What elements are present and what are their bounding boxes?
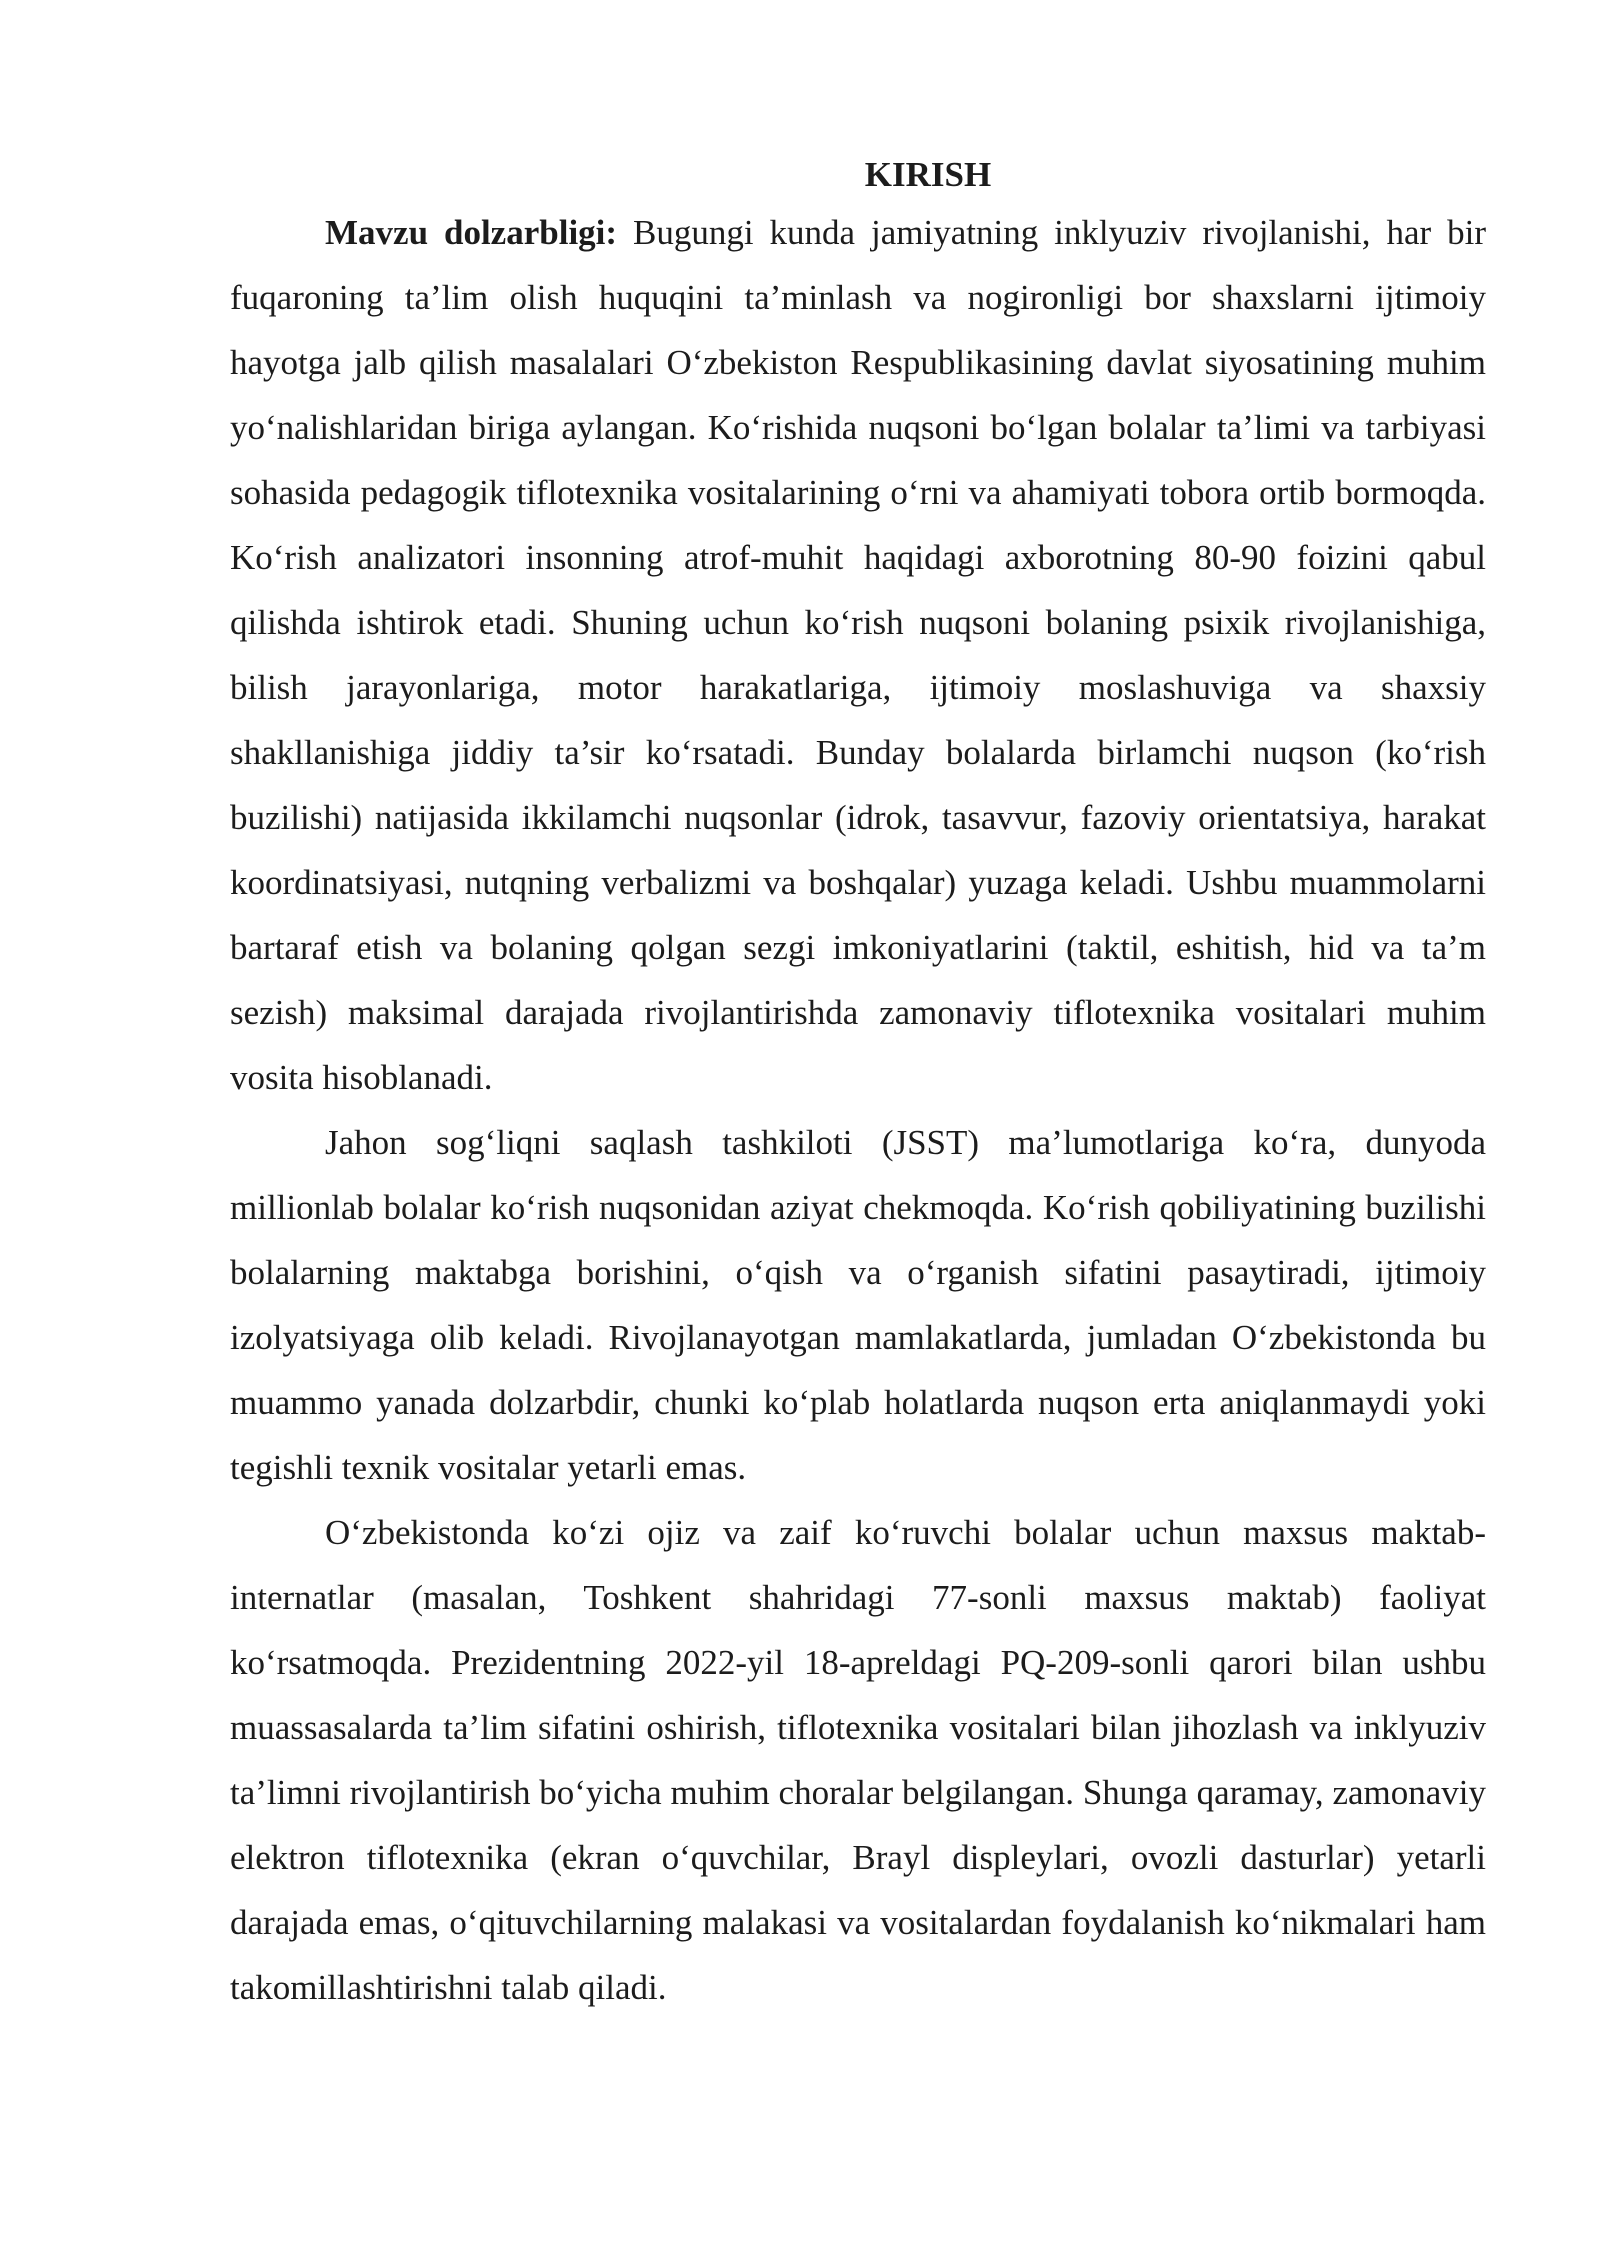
document-body	[230, 150, 1486, 2020]
paragraph-who-data: Jahon sog‘liqni saqlash tashkiloti (JSST) ma’lumotlariga ko‘ra, dunyoda millionlab bolalar ko‘rish nuqsonidan aziyat chekmoqda. Ko‘rish qobiliyatining buzilishi bolalarning maktabga borishini, o‘qish va o‘rganish sifatini pasaytiradi, ijtimoiy izolyatsiyaga olib keladi. Rivojlanayotgan mamlakatlarda, jumladan O‘zbekistonda bu muammo yanada dolzarbdir, chunki ko‘plab holatlarda nuqson erta aniqlanmaydi yoki tegishli texnik vositalar yetarli emas.	[230, 1123, 1486, 1487]
paragraph-relevance	[230, 200, 1486, 1110]
paragraph-text: Bugungi kunda jamiyatning inklyuziv rivojlanishi, har bir fuqaroning ta’lim olish huquqini ta’minlash va nogironligi bor shaxslarni ijtimoiy hayotga jalb qilish masalalari O‘zbekiston Respublikasining davlat siyosatining muhim yo‘nalishlaridan biriga aylangan. Ko‘rishida nuqsoni bo‘lgan bolalar ta’limi va tarbiyasi sohasida pedagogik tiflotexnika vositalarining o‘rni va ahamiyati tobora ortib bormoqda. Ko‘rish analizatori insonning atrof-muhit haqidagi axborotning 80-90 foizini qabul qilishda ishtirok etadi. Shuning uchun ko‘rish nuqsoni bolaning psixik rivojlanishiga, bilish jarayonlariga, motor harakatlariga, ijtimoiy moslashuviga va shaxsiy shakllanishiga jiddiy ta’sir ko‘rsatadi. Bunday bolalarda birlamchi nuqson (ko‘rish buzilishi) natijasida ikkilamchi nuqsonlar (idrok, tasavvur, fazoviy orientatsiya, harakat koordinatsiyasi, nutqning verbalizmi va boshqalar) yuzaga keladi. Ushbu muammolarni bartaraf etish va bolaning qolgan sezgi imkoniyatlarini (taktil, eshitish, hid va ta’m sezish) maksimal darajada rivojlantirishda zamonaviy tiflotexnika vositalari muhim vosita hisoblanadi.	[230, 213, 1486, 1097]
paragraph-lead: Mavzu dolzarbligi:	[325, 213, 618, 252]
section-heading: KIRISH	[864, 155, 992, 194]
paragraph-uzbekistan: O‘zbekistonda ko‘zi ojiz va zaif ko‘ruvchi bolalar uchun maxsus maktab-internatlar (masalan, Toshkent shahridagi 77-sonli maxsus maktab) faoliyat ko‘rsatmoqda. Prezidentning 2022-yil 18-apreldagi PQ-209-sonli qarori bilan ushbu muassasalarda ta’lim sifatini oshirish, tiflotexnika vositalari bilan jihozlash va inklyuziv ta’limni rivojlantirish bo‘yicha muhim choralar belgilangan. Shunga qaramay, zamonaviy elektron tiflotexnika (ekran o‘quvchilar, Brayl displeylari, ovozli dasturlar) yetarli darajada emas, o‘qituvchilarning malakasi va vositalardan foydalanish ko‘nikmalari ham takomillashtirishni talab qiladi.	[230, 1513, 1486, 2007]
